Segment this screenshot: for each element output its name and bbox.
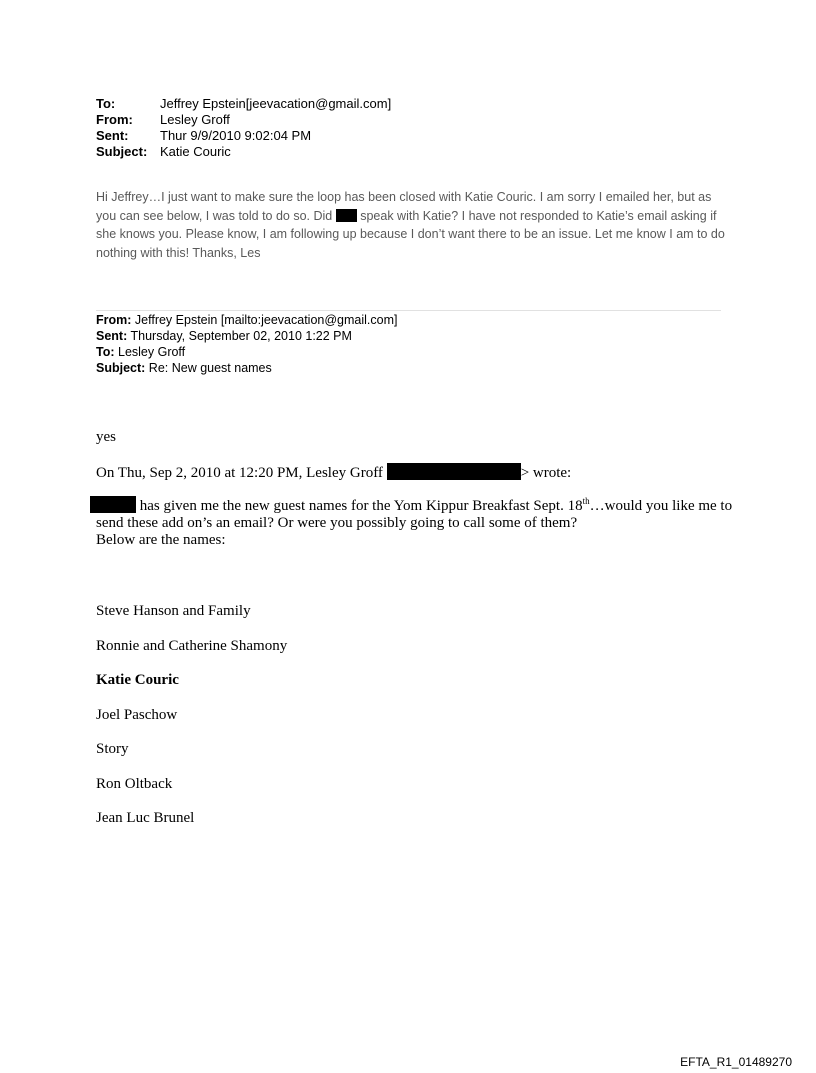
guest-item: Steve Hanson and Family [96, 603, 251, 619]
reply-text-part2: speak with Katie? I have not responded to Katie’s email asking if she knows you. Please know, I am following up because I don’t want there to be an issue. Let me know I am to do nothing with this! Thanks, Les [96, 208, 725, 260]
redaction-box [336, 209, 357, 222]
fwd-sent-row [96, 328, 397, 344]
guest-item: Katie Couric [96, 672, 179, 688]
fwd-to-row [96, 344, 397, 360]
header-subject-value: Katie Couric [160, 144, 231, 159]
fwd-from-row [96, 312, 397, 328]
fwd-to-label: To: [96, 345, 115, 359]
message-divider [96, 310, 721, 311]
fwd-from-value: Jeffrey Epstein [mailto:jeevacation@gmail.com] [131, 313, 398, 327]
header-to-value: Jeffrey Epstein[jeevacation@gmail.com] [160, 96, 392, 111]
para-part1: has given me the new guest names for the Yom Kippur Breakfast Sept. 18 [136, 498, 583, 514]
on-line-prefix: On Thu, Sep 2, 2010 at 12:20 PM, Lesley Groff [96, 465, 387, 481]
header-to-label: To: [96, 96, 116, 111]
para-part2: …would you like me to send these add on’s an email? Or were you possibly going to call some of them? [96, 498, 733, 531]
guest-item: Story [96, 741, 129, 757]
forwarded-header [96, 312, 397, 376]
reply-text-part1: Hi Jeffrey…I just want to make sure the loop has been closed with Katie Couric. I am sorry I emailed her, but as you can see below, I was told to do so. Did [96, 190, 712, 223]
guest-item: Ron Oltback [96, 776, 173, 792]
header-sent-value: Thur 9/9/2010 9:02:04 PM [160, 128, 312, 143]
header-sent-label: Sent: [96, 128, 129, 143]
document-id: EFTA_R1_01489270 [680, 1055, 792, 1069]
redaction-box [90, 496, 136, 513]
header-subject-label: Subject: [96, 144, 148, 159]
guest-names-paragraph [96, 496, 736, 549]
fwd-to-value: Lesley Groff [114, 345, 186, 359]
fwd-from-label: From: [96, 313, 132, 327]
reply-body [96, 188, 726, 262]
paragraph-text [96, 496, 736, 549]
header-from-value: Lesley Groff [160, 112, 230, 127]
guest-item: Ronnie and Catherine Shamony [96, 638, 288, 654]
on-wrote-line [96, 463, 571, 482]
reply-paragraph [96, 188, 726, 262]
guest-item: Jean Luc Brunel [96, 810, 195, 826]
fwd-subject-row [96, 360, 397, 376]
fwd-sent-label: Sent: [96, 329, 128, 343]
reply-yes: yes [96, 429, 116, 445]
para-line3: Below are the names: [96, 532, 226, 548]
fwd-sent-value: Thursday, September 02, 2010 1:22 PM [127, 329, 352, 343]
para-superscript: th [582, 496, 590, 506]
on-line-suffix: > wrote: [520, 465, 572, 481]
fwd-subject-value: Re: New guest names [145, 361, 272, 375]
guest-item: Joel Paschow [96, 707, 178, 723]
redaction-box [387, 463, 521, 480]
header-from-label: From: [96, 112, 133, 127]
fwd-subject-label: Subject: [96, 361, 146, 375]
